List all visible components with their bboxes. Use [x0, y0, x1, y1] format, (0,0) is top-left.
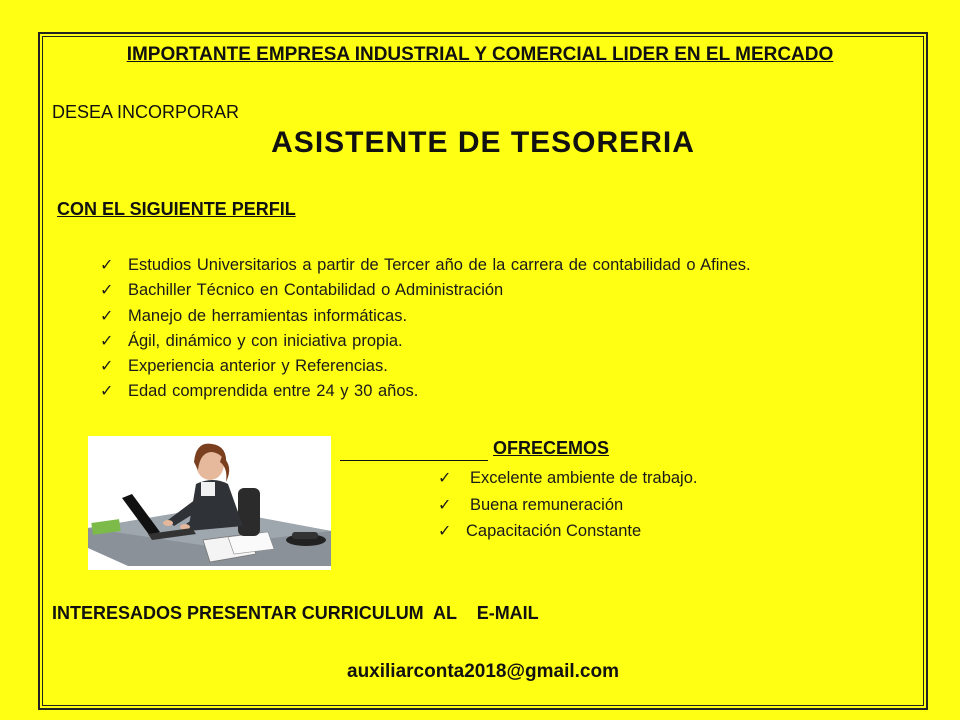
requirement-text: Estudios Universitarios a partir de Tercer año de la carrera de contabilidad o Afines. — [128, 256, 751, 274]
list-item — [438, 518, 697, 545]
checkmark-icon: ✓ — [100, 332, 114, 350]
office-worker-illustration — [88, 436, 331, 570]
company-headline: IMPORTANTE EMPRESA INDUSTRIAL Y COMERCIAL LIDER EN EL MERCADO — [126, 44, 834, 65]
contact-instruction: INTERESADOS PRESENTAR CURRICULUM AL E-MAIL — [52, 603, 539, 623]
offer-text: Capacitación Constante — [466, 522, 642, 540]
list-item — [100, 253, 751, 278]
offer-text: Buena remuneración — [470, 495, 624, 514]
offer-heading: OFRECEMOS — [493, 438, 610, 458]
checkmark-icon: ✓ — [100, 307, 114, 325]
list-item — [100, 304, 751, 329]
list-item — [438, 465, 697, 492]
checkmark-icon: ✓ — [438, 470, 452, 487]
contact-email: auxiliarconta2018@gmail.com — [347, 661, 619, 682]
profile-heading: CON EL SIGUIENTE PERFIL — [57, 199, 296, 219]
checkmark-icon: ✓ — [438, 523, 452, 540]
list-item — [100, 379, 751, 404]
offers-list — [438, 465, 697, 545]
requirement-text: Ágil, dinámico y con iniciativa propia. — [128, 331, 403, 350]
list-item — [100, 354, 751, 379]
offer-text: Excelente ambiente de trabajo. — [470, 469, 698, 487]
requirement-text: Edad comprendida entre 24 y 30 años. — [128, 382, 419, 401]
list-item — [438, 492, 697, 519]
job-title: ASISTENTE DE TESORERIA — [271, 126, 695, 159]
requirement-text: Experiencia anterior y Referencias. — [128, 357, 388, 376]
requirements-list — [100, 253, 751, 405]
requirement-text: Bachiller Técnico en Contabilidad o Administración — [128, 281, 504, 300]
list-item — [100, 329, 751, 354]
checkmark-icon: ✓ — [100, 383, 114, 401]
requirement-text: Manejo de herramientas informáticas. — [128, 306, 408, 325]
checkmark-icon: ✓ — [438, 496, 452, 514]
list-item — [100, 278, 751, 303]
checkmark-icon: ✓ — [100, 358, 114, 376]
checkmark-icon: ✓ — [100, 282, 114, 300]
intro-text: DESEA INCORPORAR — [52, 102, 240, 122]
checkmark-icon: ✓ — [100, 257, 114, 274]
offer-heading-rule — [340, 460, 488, 461]
